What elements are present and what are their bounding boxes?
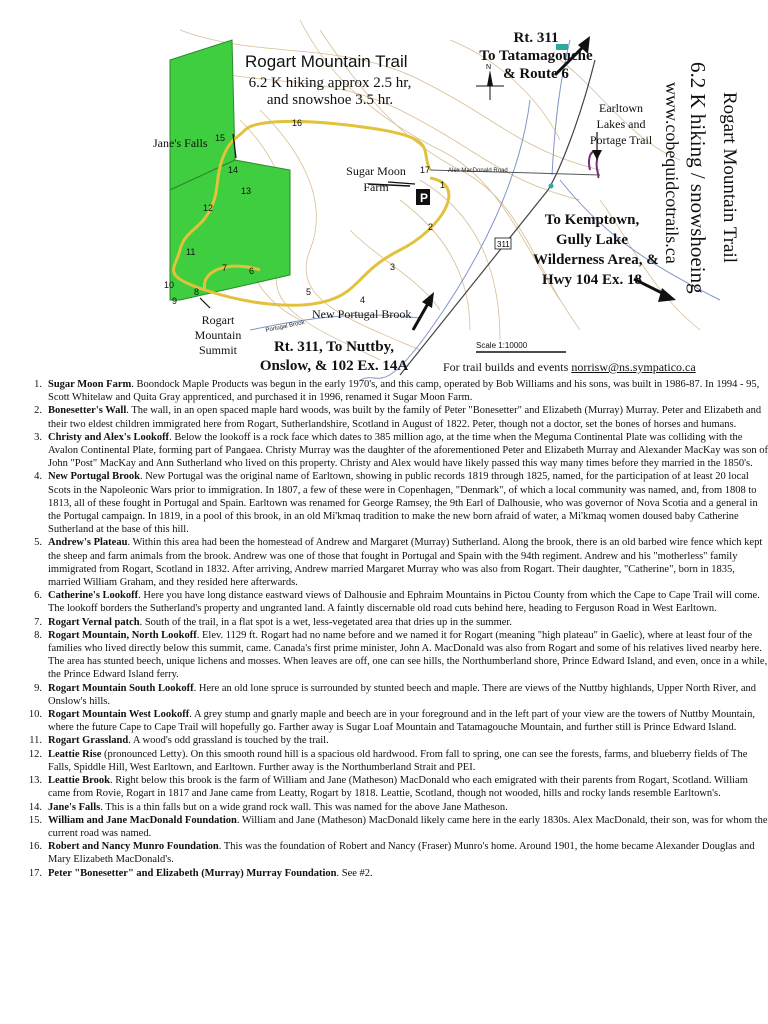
stop-number: 5 xyxy=(306,287,312,297)
legend-text: . Below the lookoff is a rock face which dates to 385 million ago, at the time when the Meguma Continental Plate was colliding with the Avalon Continental Plate, forming part of Pangaea. Christy Murray was the daughter of the aforementioned Peter and Elizabeth Murray and Alexander MacKay was son of John "Post" MacKay and Ann Sutherland who lived on this property. Christy and Alex would have likely passed this way many times before they married in the 1850's. xyxy=(48,431,768,470)
legend-number: 5. xyxy=(34,537,42,549)
legend-title: Leattie Brook xyxy=(48,775,110,787)
legend-title: Peter "Bonesetter" and Elizabeth (Murray) Murray Foundation xyxy=(48,867,337,879)
events-text: For trail builds and events xyxy=(443,360,572,374)
stop-number: 3 xyxy=(390,262,396,272)
legend-title: Sugar Moon Farm xyxy=(48,379,132,390)
legend-item xyxy=(34,431,768,471)
side-website-link[interactable]: www.cobequidcotrails.ca xyxy=(662,82,682,264)
stop-legend-list xyxy=(22,378,768,880)
route-kemptown-label: To Kemptown, Gully Lake Wilderness Area, & Hwy 104 Ex. 18 xyxy=(533,212,659,288)
legend-text: . A wood's odd grassland is touched by the trail. xyxy=(128,735,329,747)
route-south-label: Rt. 311, To Nuttby, Onslow, & 102 Ex. 14A xyxy=(259,339,409,374)
brook-label: Portugal Brook xyxy=(265,319,306,334)
legend-title: Rogart Mountain, North Lookoff xyxy=(48,629,197,641)
legend-text: . The wall, in an open spaced maple hard woods, was built by the family of Peter "Bonesetter" and Elizabeth (Murray) Murray. Peter and Elizabeth and their two eldest children immigrated here from Rogart, Sutherlandshire, Scotland in August of 1822. Peter, though not a doctor, set the bones of horses and humans. xyxy=(48,405,762,430)
legend-item xyxy=(34,589,768,615)
route-north-line-2: To Tatamagouche xyxy=(479,48,593,64)
legend-number: 17. xyxy=(28,867,42,879)
legend-item xyxy=(28,867,768,880)
legend-title: Rogart Mountain South Lookoff xyxy=(48,682,194,694)
svg-text:N: N xyxy=(486,64,492,71)
legend-item xyxy=(28,801,768,814)
subtitle-line-1: 6.2 K hiking approx 2.5 hr, xyxy=(248,75,412,91)
legend-title: Andrew's Plateau xyxy=(48,537,128,549)
legend-text: . This is a thin falls but on a wide grand rock wall. This was named for the above Jane Matheson. xyxy=(100,801,508,813)
route-north-line-3: & Route 6 xyxy=(503,66,569,82)
legend-title: Bonesetter's Wall xyxy=(48,405,127,417)
route-north-line-1: Rt. 311 xyxy=(513,30,559,46)
parking-letter: P xyxy=(420,191,429,205)
legend-item xyxy=(28,748,768,774)
route-north-label xyxy=(472,29,600,83)
legend-item xyxy=(34,682,768,708)
stop-number: 11 xyxy=(186,247,196,257)
map-subtitle xyxy=(240,75,420,109)
legend-item xyxy=(28,840,768,866)
legend-item xyxy=(34,616,768,629)
stop-number: 9 xyxy=(172,296,178,306)
legend-item xyxy=(28,708,768,734)
legend-number: 7. xyxy=(34,616,42,628)
stop-number: 2 xyxy=(428,222,434,232)
subtitle-line-2: and snowshoe 3.5 hr. xyxy=(266,92,394,108)
legend-number: 15. xyxy=(28,814,42,826)
highway-shield-number: 311 xyxy=(497,240,510,249)
new-portugal-brook-label: New Portugal Brook xyxy=(312,307,412,321)
legend-text: . Here you have long distance eastward views of Dalhousie and Ephraim Mountains in Pictou County from which the Cape to Cape Trail will come. The lookoff borders the Sutherland's property and ungranted land. A faintly discernable old road cuts behind here, heading to Ferguson Road in West Earltown. xyxy=(48,590,760,615)
legend-item xyxy=(34,378,768,404)
stop-number: 1 xyxy=(440,180,446,190)
stop-number: 15 xyxy=(215,133,226,143)
legend-text: . South of the trail, in a flat spot is a wet, less-vegetated area that dries up in the summer. xyxy=(139,616,512,628)
legend-item xyxy=(34,404,768,430)
legend-number: 1. xyxy=(34,379,42,390)
legend-item xyxy=(34,536,768,589)
side-title: Rogart Mountain Trail xyxy=(719,92,740,264)
legend-item xyxy=(34,629,768,682)
legend-text: . See #2. xyxy=(336,867,373,879)
janes-falls-label: Jane's Falls xyxy=(153,136,208,150)
stop-number: 13 xyxy=(241,186,252,196)
legend-number: 14. xyxy=(28,801,42,813)
legend-text: . A grey stump and gnarly maple and beech are in your foreground and in the left part of your view are the towers of Nuttby Mountain, where the future Cape to Cape Trail will hopefully go. Farther away is Sugar Loaf Mountain and Tatamagouche Mountain, and further still is Prince Edward Island. xyxy=(48,709,755,734)
legend-text: . This was the foundation of Robert and Nancy (Fraser) Munro's home. Around 1901, the home became Alexander Douglas and Mary Elizabeth MacDonald's. xyxy=(48,841,755,866)
map-title: Rogart Mountain Trail xyxy=(245,52,408,71)
legend-title: Robert and Nancy Munro Foundation xyxy=(48,841,219,853)
legend-item xyxy=(28,774,768,800)
legend-text: . William and Jane (Matheson) MacDonald likely came here in the early 1830s. Alex MacDonald, their son, was for whom the current road was named. xyxy=(48,814,768,839)
legend-text: . New Portugal was the original name of Earltown, showing in public records 1819 through 1825, named, for the participation of at least 20 local Scots in the Napoleonic Wars prior to immigration. In 1807, a few of these were in Copenhagen, "Denmark", of which a local community was named, and, from 1808 to 1813, all of these fought in Portugal and Spain. Earltown was renamed for George Ramsey, the 9th Earl of Dalhousie, who was governor of Nova Scotia and a general in the Portugal campaign. In 1819, in a pool of this brook, in an old Mi'kmaq tradition to make the new born afraid of water, a Mi'kmaq women doused baby Catherine Sutherland at the base of this hill. xyxy=(48,471,758,536)
stop-number: 4 xyxy=(360,295,366,305)
scale-label: Scale 1:10000 xyxy=(476,341,528,350)
stop-number: 8 xyxy=(194,287,200,297)
legend-text: (pronounced Letty). On this smooth round hill is a spacious old hardwood. From fall to spring, one can see the forests, farms, and blueberry fields of The Falls, Spiddle Hill, West Earltown, and Earltown. Further away is the Northumberland Strait and PEI. xyxy=(48,748,748,773)
pond-marker xyxy=(549,184,554,189)
side-distance: 6.2 K hiking / snowshoeing xyxy=(686,62,710,294)
stop-number: 10 xyxy=(164,280,175,290)
stop-number: 17 xyxy=(420,165,431,175)
trail-map xyxy=(0,0,768,380)
legend-number: 9. xyxy=(34,682,42,694)
stop-number: 6 xyxy=(249,266,255,276)
legend-title: Rogart Grassland xyxy=(48,735,129,747)
legend-title: Leattie Rise xyxy=(48,748,102,760)
legend-number: 16. xyxy=(28,841,42,853)
legend-text: . Boondock Maple Products was begun in the early 1970's, and this camp, operated by Bob Williams and his sons, was built in 1986-87. In 1994 - 95, Scott Whitelaw and Quita Gray apprenticed, and purchased it in 1996, renamed it Sugar Moon Farm. xyxy=(48,379,760,404)
stop-number: 12 xyxy=(203,203,214,213)
legend-title: Catherine's Lookoff xyxy=(48,590,139,602)
stop-number: 7 xyxy=(222,263,228,273)
legend-number: 13. xyxy=(28,775,42,787)
legend-item xyxy=(29,734,768,747)
legend-number: 6. xyxy=(34,590,42,602)
legend-title: New Portugal Brook xyxy=(48,471,140,483)
legend-number: 11. xyxy=(29,735,42,747)
legend-text: . Elev. 1129 ft. Rogart had no name before and we named it for Rogart (meaning "high plateau" in Gaelic), where at least four of the families who lived directly below this summit, came. Canada's first prime minister, John A. MacDonald was also from Rogart and some of his relatives lived nearby here. The area has stunted beech, unique lichens and mosses. When leaves are off, one can see hills, the Northumberland shore, Prince Edward Island, and even, once in a while, the Prince Edward Island ferry. xyxy=(48,629,768,681)
contact-email-link[interactable]: norrisw@ns.sympatico.ca xyxy=(571,360,696,374)
earltown-label: Earltown Lakes and Portage Trail xyxy=(589,101,653,147)
stop-number: 16 xyxy=(292,118,303,128)
legend-item xyxy=(28,814,768,840)
legend-number: 3. xyxy=(34,431,42,443)
legend-number: 2. xyxy=(34,405,42,417)
legend-title: William and Jane MacDonald Foundation xyxy=(48,814,237,826)
legend-item xyxy=(34,470,768,536)
legend-title: Rogart Mountain West Lookoff xyxy=(48,709,190,721)
summit-pointer xyxy=(200,298,210,308)
legend-title: Rogart Vernal patch xyxy=(48,616,140,628)
legend-text: . Right below this brook is the farm of William and Jane (Matheson) MacDonald who each emigrated with their parents from Rogart, Scotland. William came from Rovie, Rogart in 1817 and Jane came from Leatty, Rogart by 1818. Leattie, Scotland, though not wooded, hills and rocky lands resemble Earltown's. xyxy=(48,775,748,800)
legend-text: . Within this area had been the homestead of Andrew and Margaret (Murray) Sutherland. Along the brook, there is an old barbed wire fence which kept the sheep and farm animals from the brook. Andrew was one of those that fought in Portugal and Spain with the 94th regiment. Andrew and his "motherless" family immigrated from Rogart, Scotland in 1832. After arriving, Andrew married Margaret Murray who was also from Rogart. Their daughter, "Catherine", born in 1835, married William Graham, and they resided here afterwards. xyxy=(48,537,763,589)
summit-label: Rogart Mountain Summit xyxy=(194,313,242,357)
legend-title: Christy and Alex's Lookoff xyxy=(48,431,170,443)
legend-title: Jane's Falls xyxy=(48,801,101,813)
legend-number: 12. xyxy=(28,748,42,760)
sugar-moon-farm-label: Sugar Moon Farm xyxy=(346,164,406,194)
legend-text: . Here an old lone spruce is surrounded by stunted beech and maple. There are views of the Nuttby highlands, Upper North River, and Onslow's hills. xyxy=(48,682,756,707)
road-label: Alex MacDonald Road xyxy=(448,168,508,174)
legend-number: 8. xyxy=(34,629,42,641)
legend-number: 4. xyxy=(34,471,42,483)
events-contact xyxy=(443,360,696,375)
legend-number: 10. xyxy=(28,709,42,721)
stop-number: 14 xyxy=(228,165,239,175)
